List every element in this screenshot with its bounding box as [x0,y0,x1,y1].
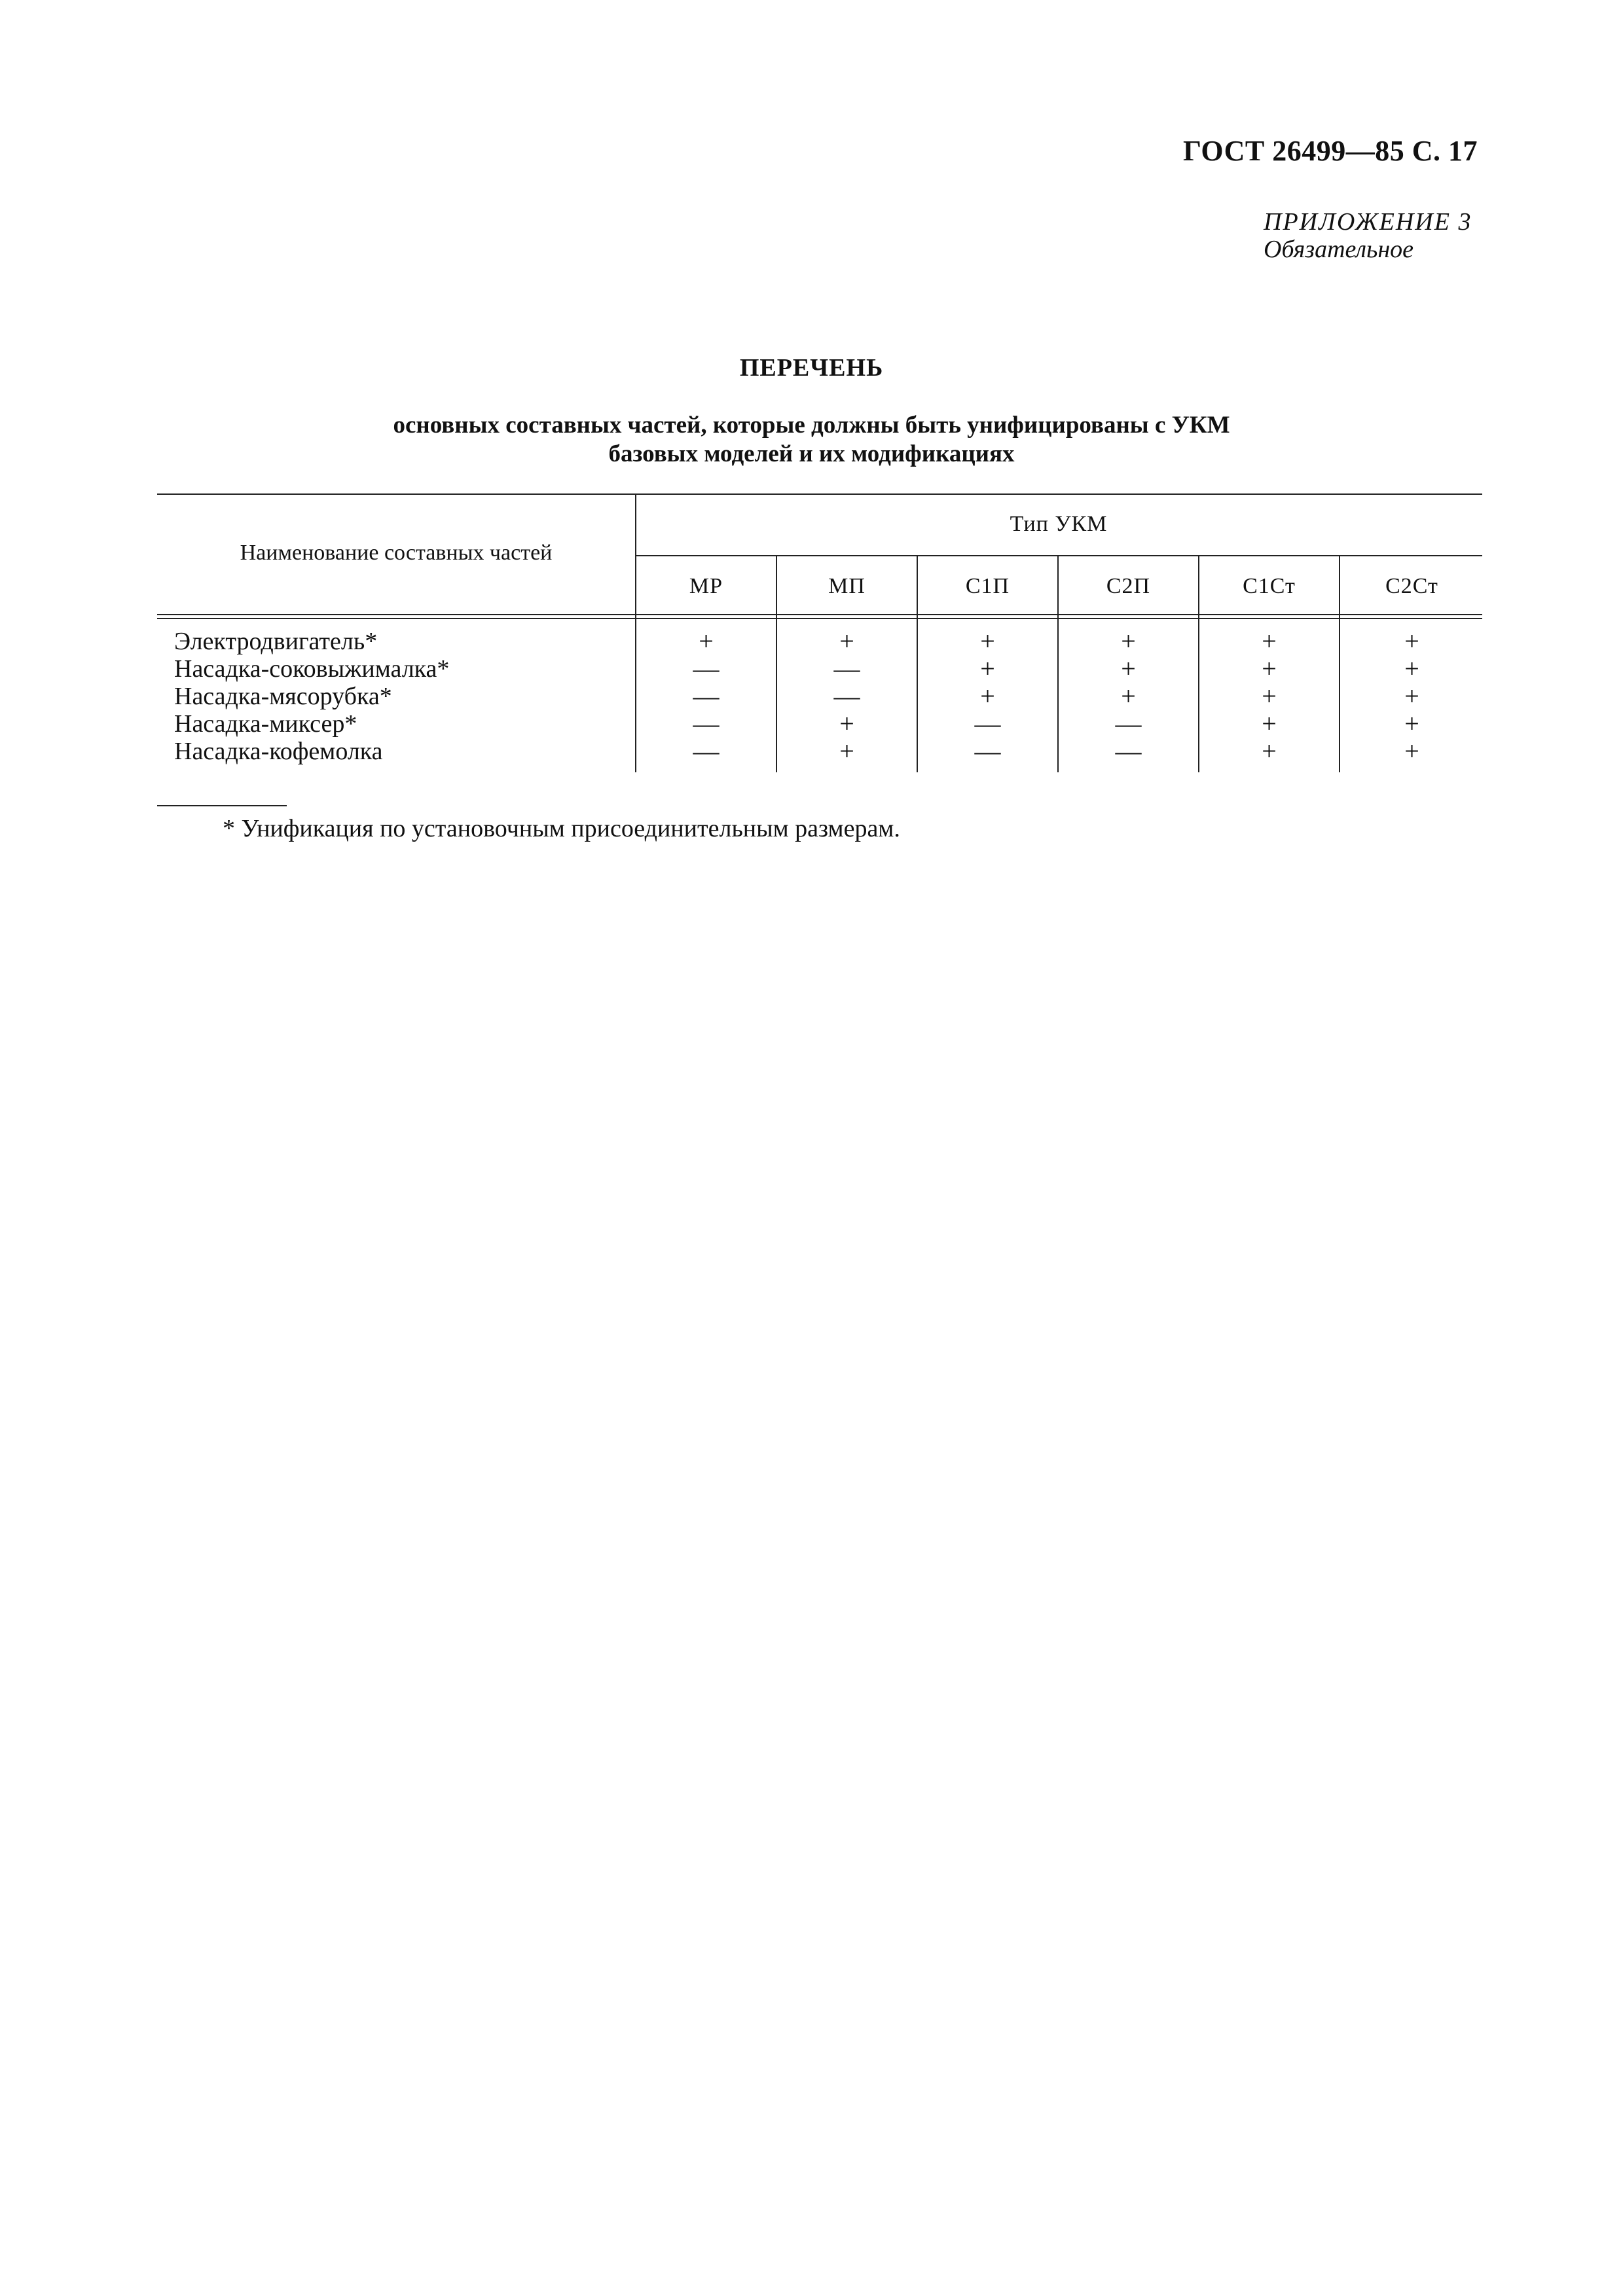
table-cell: + [1121,681,1136,711]
table-cell: + [1404,654,1419,683]
name-column-header: Наименование составных частей [240,541,553,565]
table-cell: — [1115,709,1142,738]
table-cell: — [974,709,1001,738]
table-cell: + [1262,626,1277,656]
table-cell: + [980,626,995,656]
table-cell: + [980,654,995,683]
table-row-name: Электродвигатель* [174,628,378,655]
subtitle-line-2: базовых моделей и их модификациях [608,440,1015,467]
table-cell: + [839,709,854,738]
document-subtitle [0,411,1623,469]
table-cell: + [1404,626,1419,656]
table-cell: — [693,681,720,711]
table-cell: — [833,654,860,683]
column-header-s2p: С2П [1106,574,1151,598]
appendix-block [1264,208,1472,263]
column-header-s1p: С1П [965,574,1010,598]
appendix-status: Обязательное [1264,236,1414,263]
column-header-mr: МР [689,574,723,598]
table-cell: + [839,626,854,656]
footnote: * Унификация по установочным присоединительным размерам. [223,815,900,842]
table-cell: + [839,736,854,766]
table-cell: + [980,681,995,711]
table-cell: — [833,681,860,711]
table-cell: + [1121,626,1136,656]
table-cell: + [1404,681,1419,711]
table-cell: + [699,626,714,656]
table-cell: — [693,736,720,766]
table-cell: + [1262,736,1277,766]
table-row-name: Насадка-мясорубка* [174,683,392,710]
table-cell: + [1262,681,1277,711]
column-header-s1st: С1Ст [1243,574,1296,598]
header-bottom-rule-2 [157,618,1482,619]
table-cell: — [693,709,720,738]
header-bottom-rule [157,614,1482,615]
table-row-name: Насадка-кофемолка [174,738,383,765]
unification-table [157,493,1482,772]
appendix-label: ПРИЛОЖЕНИЕ 3 [1264,208,1472,236]
table-cell: — [1115,736,1142,766]
table-row-name: Насадка-миксер* [174,710,357,738]
table-top-rule [157,493,1482,495]
group-header-rule [635,555,1482,556]
subtitle-line-1: основных составных частей, которые должны быть унифицированы с УКМ [393,412,1230,439]
table-row-name: Насадка-соковыжималка* [174,655,450,683]
table-cell: + [1404,736,1419,766]
table-cell: + [1404,709,1419,738]
table-cell: + [1262,654,1277,683]
document-reference: ГОСТ 26499—85 С. 17 [1182,135,1478,167]
table-cell: — [974,736,1001,766]
table-cell: — [693,654,720,683]
column-header-mp: МП [828,574,866,598]
table-cell: + [1121,654,1136,683]
document-title: ПЕРЕЧЕНЬ [739,354,884,382]
table-cell: + [1262,709,1277,738]
column-header-s2st: С2Ст [1385,574,1438,598]
type-group-header: Тип УКМ [1010,512,1108,536]
footnote-rule [157,805,287,806]
